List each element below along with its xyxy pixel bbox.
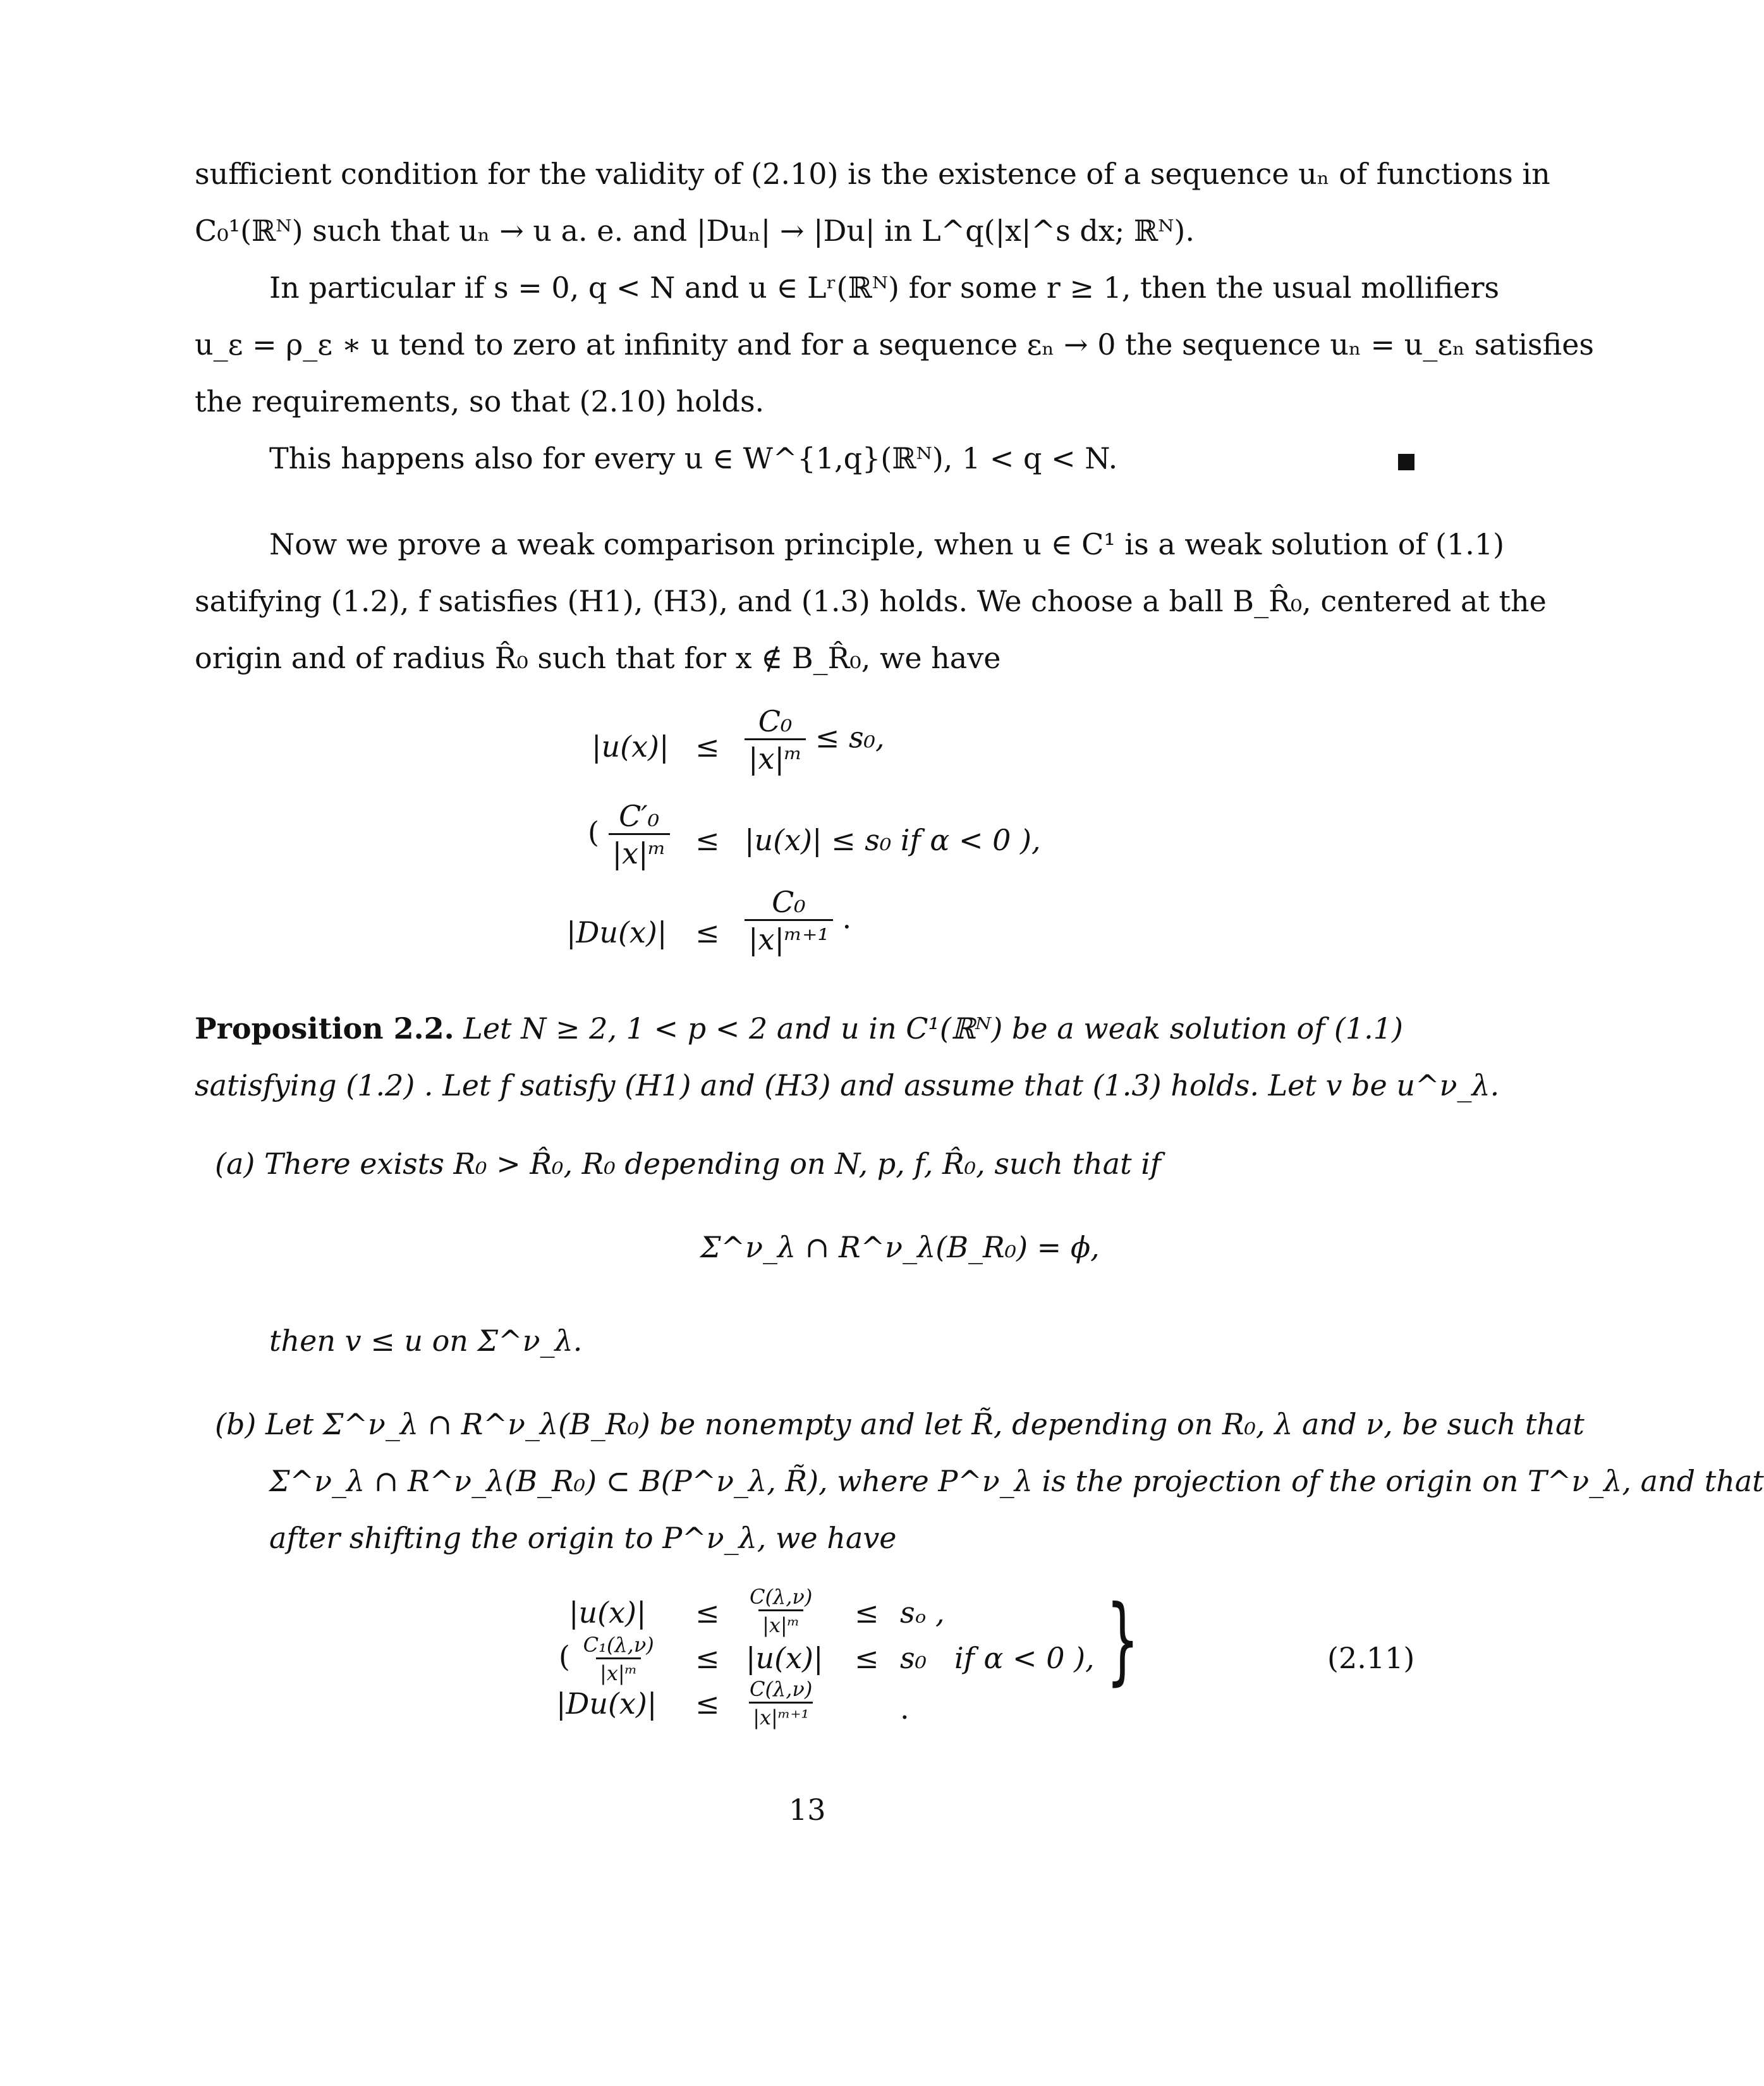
- eq2-row3-numerator: C(λ,ν): [750, 1677, 813, 1701]
- eq1-row1-numerator: C₀: [758, 704, 793, 738]
- eq2-row3-lhs: |Du(x)|: [556, 1686, 657, 1721]
- paragraph-2-line-2: u_ε = ρ_ε ∗ u tend to zero at infinity and for a sequence εₙ → 0 the sequence uₙ = u_εₙ satisfies: [195, 327, 1595, 362]
- eq2-row1-numerator: C(λ,ν): [750, 1585, 813, 1609]
- qed-square-icon: [1398, 454, 1414, 470]
- paragraph-1-line-2: C₀¹(ℝᴺ) such that uₙ → u a. e. and |Duₙ| → |Du| in L^q(|x|^s dx; ℝᴺ).: [195, 214, 1195, 248]
- eq2-row1-relation-2: ≤: [855, 1595, 879, 1630]
- proposition-label: Proposition 2.2.: [195, 1011, 454, 1046]
- equation-number: (2.11): [1327, 1641, 1415, 1675]
- eq2-row1-denominator: |x|ᵐ: [758, 1609, 803, 1635]
- eq1-row3-fraction: [745, 887, 851, 954]
- proposition-part-a-conclusion: then v ≤ u on Σ^ν_λ.: [269, 1324, 583, 1358]
- eq2-row2-rhs: s₀: [900, 1641, 927, 1675]
- proposition-part-a-equation: Σ^ν_λ ∩ R^ν_λ(B_R₀) = ϕ,: [700, 1230, 1100, 1264]
- eq2-row3-denominator: |x|ᵐ⁺¹: [749, 1702, 813, 1728]
- eq1-row1-fraction: [745, 704, 885, 776]
- eq2-row1-lhs: |u(x)|: [569, 1595, 647, 1630]
- paragraph-4-line-2: satifying (1.2), f satisfies (H1), (H3), and (1.3) holds. We choose a ball B_R̂₀, centered at the: [195, 584, 1547, 618]
- eq1-row2-left: [588, 799, 670, 870]
- eq1-row2-relation: ≤: [695, 823, 720, 857]
- page-number: 13: [789, 1793, 826, 1827]
- eq2-row1-relation: ≤: [695, 1595, 720, 1630]
- eq2-row2-relation: ≤: [695, 1641, 720, 1675]
- eq1-row1-lhs: |u(x)|: [592, 729, 669, 764]
- eq2-row3-tail: .: [900, 1692, 909, 1726]
- eq2-row2-paren: (: [559, 1639, 570, 1674]
- eq2-row2-denominator: |x|ᵐ: [596, 1657, 641, 1683]
- eq1-row3-numerator: C₀: [772, 885, 806, 919]
- eq1-row3-relation: ≤: [695, 915, 720, 949]
- eq2-row1-fraction: [746, 1587, 816, 1635]
- eq1-row2-paren: (: [588, 815, 599, 850]
- eq1-row3-lhs: |Du(x)|: [566, 915, 667, 949]
- paragraph-2-line-3: the requirements, so that (2.10) holds.: [195, 384, 765, 418]
- eq2-row2-left: [559, 1635, 658, 1683]
- eq2-row3-fraction: [746, 1679, 816, 1728]
- proposition-part-b-line-2: Σ^ν_λ ∩ R^ν_λ(B_R₀) ⊂ B(P^ν_λ, R̃), where P^ν_λ is the projection of the origin on T^ν_λ, and that: [269, 1464, 1764, 1498]
- eq2-row2-relation-2: ≤: [855, 1641, 879, 1675]
- proposition-part-b-line-3: after shifting the origin to P^ν_λ, we have: [269, 1521, 897, 1555]
- paragraph-2-line-1: In particular if s = 0, q < N and u ∈ Lʳ(ℝᴺ) for some r ≥ 1, then the usual mollifiers: [269, 271, 1500, 305]
- eq1-row2-rhs: |u(x)| ≤ s₀ if α < 0 ),: [745, 823, 1041, 857]
- eq1-row1-relation: ≤: [695, 729, 720, 764]
- proposition-part-b-line-1: (b) Let Σ^ν_λ ∩ R^ν_λ(B_R₀) be nonempty and let R̃, depending on R₀, λ and ν, be such that: [215, 1407, 1585, 1441]
- proposition-line-1: [195, 1011, 1403, 1046]
- paragraph-4-line-1: Now we prove a weak comparison principle, when u ∈ C¹ is a weak solution of (1.1): [269, 527, 1505, 561]
- eq1-row1-tail: ≤ s₀,: [815, 720, 885, 755]
- paragraph-1-line-1: sufficient condition for the validity of (2.10) is the existence of a sequence uₙ of functions in: [195, 157, 1550, 191]
- eq2-row2-middle: |u(x)|: [746, 1641, 824, 1675]
- proposition-statement-start: Let N ≥ 2, 1 < p < 2 and u in C¹(ℝᴺ) be a weak solution of (1.1): [463, 1011, 1403, 1046]
- proposition-part-a: (a) There exists R₀ > R̂₀, R₀ depending on N, p, f, R̂₀, such that if: [215, 1147, 1161, 1181]
- eq1-row2-numerator: C′₀: [619, 799, 660, 833]
- eq1-row1-denominator: |x|ᵐ: [745, 738, 806, 773]
- proposition-line-2: satisfying (1.2) . Let f satisfy (H1) and (H3) and assume that (1.3) holds. Let v be u^ν_λ.: [195, 1068, 1500, 1102]
- eq2-row2-condition: if α < 0 ),: [954, 1641, 1095, 1675]
- eq2-right-brace: }: [1106, 1585, 1140, 1695]
- eq2-row3-relation: ≤: [695, 1686, 720, 1721]
- paragraph-3-line-1: This happens also for every u ∈ W^{1,q}(ℝᴺ), 1 < q < N.: [269, 441, 1118, 475]
- eq1-row2-denominator: |x|ᵐ: [609, 833, 670, 868]
- eq1-row3-tail: .: [842, 901, 852, 936]
- paragraph-4-line-3: origin and of radius R̂₀ such that for x ∉ B_R̂₀, we have: [195, 641, 1001, 675]
- eq2-row1-rhs: sₒ ,: [900, 1595, 945, 1630]
- eq1-row3-denominator: |x|ᵐ⁺¹: [745, 919, 833, 954]
- eq2-row2-numerator: C₁(λ,ν): [583, 1633, 654, 1657]
